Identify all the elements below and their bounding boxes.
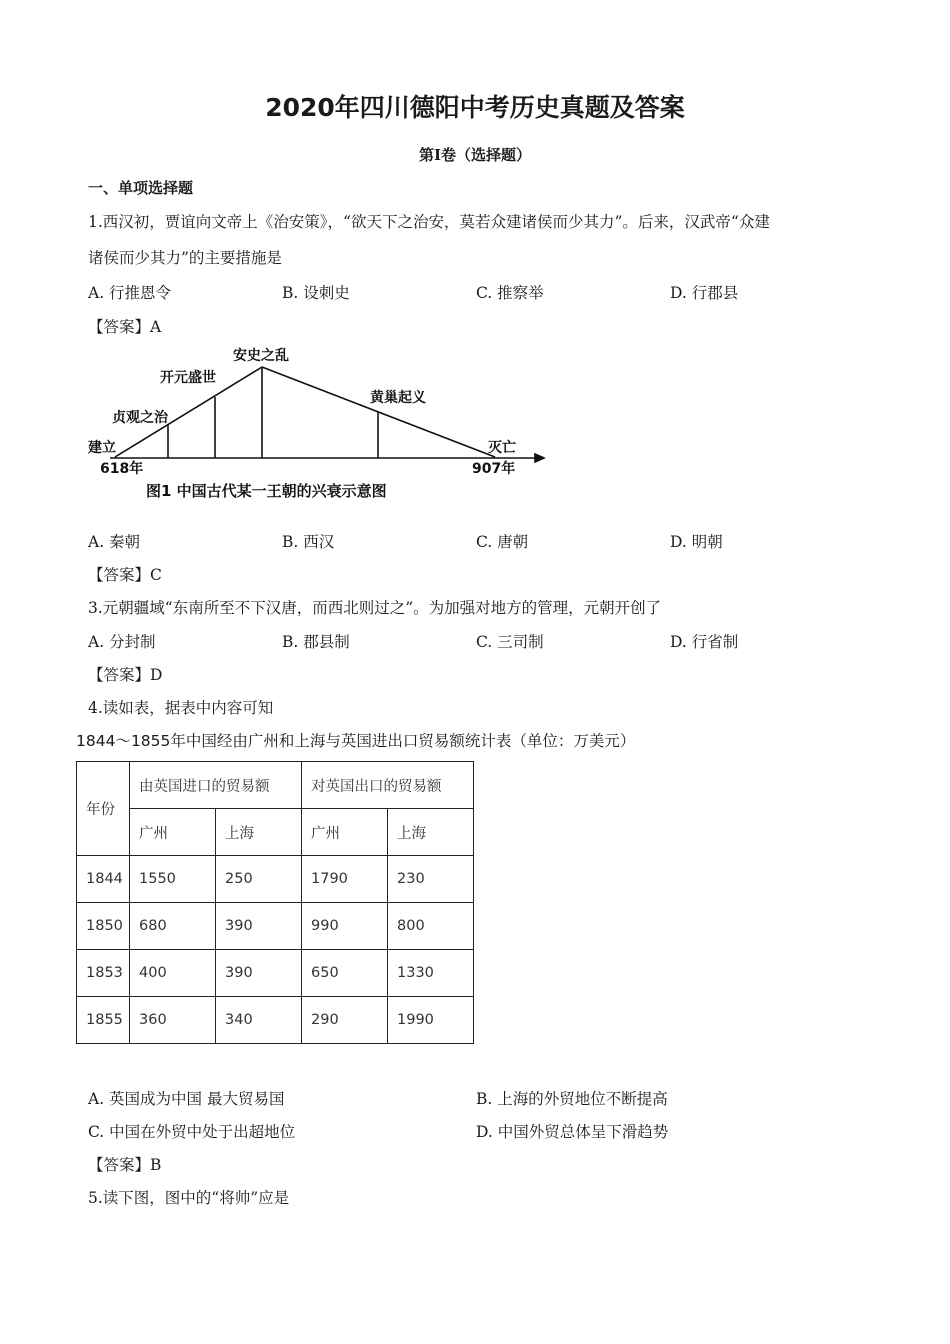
table-caption: 1844～1855年中国经由广州和上海与英国进出口贸易额统计表（单位：万美元） <box>76 732 636 750</box>
q3-option-a: A. 分封制 <box>88 633 156 651</box>
q2-answer: 【答案】C <box>88 566 162 584</box>
q4-option-b: B. 上海的外贸地位不断提高 <box>476 1090 668 1108</box>
table-cell: 1330 <box>388 950 474 997</box>
table-subheader-export-guangzhou: 广州 <box>302 809 388 856</box>
table-cell-year: 1855 <box>77 997 130 1044</box>
q1-stem-line2: 诸侯而少其力”的主要措施是 <box>88 249 282 267</box>
paper-subtitle: 第I卷（选择题） <box>418 146 532 164</box>
q2-option-c: C. 唐朝 <box>476 533 529 551</box>
page-title: 2020年四川德阳中考历史真题及答案 <box>265 93 685 122</box>
q2-option-b: B. 西汉 <box>282 533 335 551</box>
table-cell: 390 <box>216 903 302 950</box>
table-header-year: 年份 <box>77 762 130 856</box>
table-cell: 1990 <box>388 997 474 1044</box>
q4-option-d: D. 中国外贸总体呈下滑趋势 <box>476 1123 669 1141</box>
table-cell: 800 <box>388 903 474 950</box>
timeline-arrow <box>535 454 544 462</box>
table-cell: 340 <box>216 997 302 1044</box>
q1-option-d: D. 行郡县 <box>670 284 739 302</box>
section-heading: 一、单项选择题 <box>88 179 194 197</box>
figure-caption: 图1 中国古代某一王朝的兴衰示意图 <box>146 482 387 500</box>
q1-answer: 【答案】A <box>88 318 162 336</box>
table-cell: 1790 <box>302 856 388 903</box>
table-row <box>77 950 474 997</box>
q4-option-a: A. 英国成为中国 最大贸易国 <box>88 1090 285 1108</box>
q5-stem: 5.读下图，图中的“将帅”应是 <box>88 1189 290 1207</box>
q3-stem: 3.元朝疆域“东南所至不下汉唐，而西北则过之”。为加强对地方的管理，元朝开创了 <box>88 599 662 617</box>
q4-stem: 4.读如表，据表中内容可知 <box>88 699 274 717</box>
table-header-export: 对英国出口的贸易额 <box>302 762 474 809</box>
q1-stem-line1: 1.西汉初，贾谊向文帝上《治安策》，“欲天下之治安，莫若众建诸侯而少其力”。后来，汉武帝“众建 <box>88 213 770 231</box>
label-end-year: 907年 <box>472 461 516 477</box>
table-cell: 990 <box>302 903 388 950</box>
q1-option-b: B. 设刺史 <box>282 284 350 302</box>
q4-answer: 【答案】B <box>88 1156 162 1174</box>
table-row <box>77 903 474 950</box>
table-row <box>77 856 474 903</box>
table-cell: 1550 <box>130 856 216 903</box>
label-start-year: 618年 <box>100 461 144 477</box>
table-cell: 390 <box>216 950 302 997</box>
table-header-import: 由英国进口的贸易额 <box>130 762 302 809</box>
table-cell: 230 <box>388 856 474 903</box>
label-founding: 建立 <box>88 440 116 456</box>
dynasty-rise-fall-diagram <box>80 340 560 510</box>
table-cell-year: 1850 <box>77 903 130 950</box>
label-kaiyuan: 开元盛世 <box>160 370 216 386</box>
table-cell: 400 <box>130 950 216 997</box>
table-cell-year: 1853 <box>77 950 130 997</box>
label-fall: 灭亡 <box>488 440 516 456</box>
q3-option-c: C. 三司制 <box>476 633 544 651</box>
q3-option-b: B. 郡县制 <box>282 633 350 651</box>
q3-option-d: D. 行省制 <box>670 633 739 651</box>
label-zhenguan: 贞观之治 <box>112 410 168 426</box>
table-cell-year: 1844 <box>77 856 130 903</box>
table-cell: 680 <box>130 903 216 950</box>
q2-option-d: D. 明朝 <box>670 533 723 551</box>
q2-option-a: A. 秦朝 <box>88 533 141 551</box>
table-subheader-import-shanghai: 上海 <box>216 809 302 856</box>
label-huangchao: 黄巢起义 <box>370 390 426 406</box>
table-subheader-import-guangzhou: 广州 <box>130 809 216 856</box>
q1-option-c: C. 推察举 <box>476 284 544 302</box>
q3-answer: 【答案】D <box>88 666 163 684</box>
table-cell: 650 <box>302 950 388 997</box>
table-cell: 290 <box>302 997 388 1044</box>
table-cell: 250 <box>216 856 302 903</box>
q1-option-a: A. 行推恩令 <box>88 284 172 302</box>
table-subheader-export-shanghai: 上海 <box>388 809 474 856</box>
table-cell: 360 <box>130 997 216 1044</box>
table-row <box>77 997 474 1044</box>
trade-table <box>76 761 474 1044</box>
q4-option-c: C. 中国在外贸中处于出超地位 <box>88 1123 296 1141</box>
label-anshi: 安史之乱 <box>233 348 289 364</box>
